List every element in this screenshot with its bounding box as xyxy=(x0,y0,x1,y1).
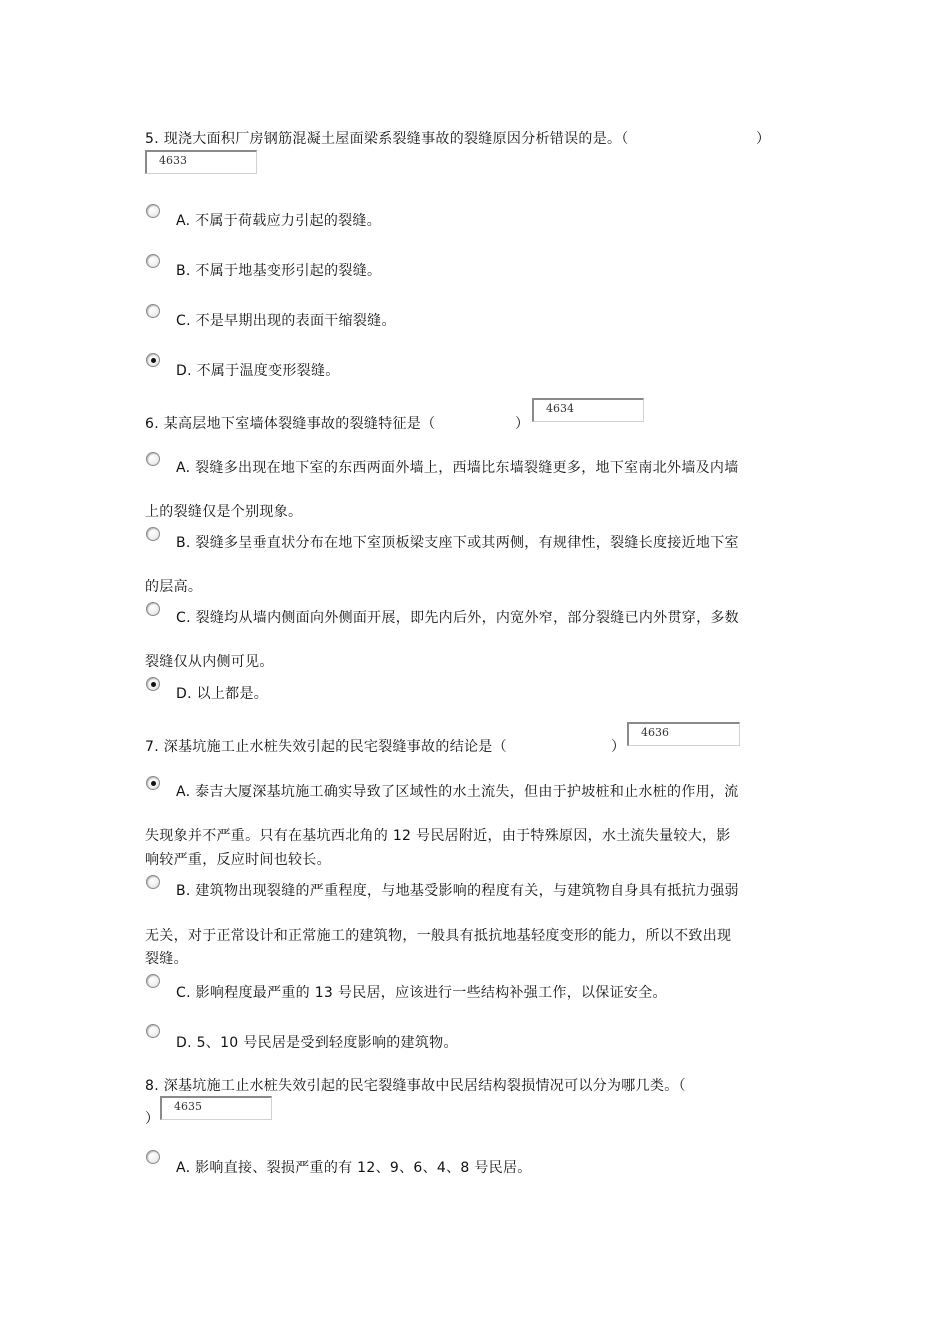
question-8-paren-close: ） xyxy=(145,1111,160,1127)
question-5-option-d-label: D. 不属于温度变形裂缝。 xyxy=(176,363,340,379)
question-7-option-b-line3: 裂缝。 xyxy=(145,951,188,967)
question-7-option-a-line2: 失现象并不严重。只有在基坑西北角的 12 号民居附近，由于特殊原因，水土流失量较大，影 xyxy=(145,828,731,844)
question-6-option-c-line2: 裂缝仅从内侧可见。 xyxy=(145,654,274,670)
question-6-paren-close: ） xyxy=(515,416,530,432)
question-7-prompt: 7. 深基坑施工止水桩失效引起的民宅裂缝事故的结论是（ xyxy=(145,739,507,755)
question-5-option-c-label: C. 不是早期出现的表面干缩裂缝。 xyxy=(176,313,396,329)
question-6-option-c-line1: C. 裂缝均从墙内侧面向外侧面开展，即先内后外，内宽外窄，部分裂缝已内外贯穿，多数 xyxy=(176,610,739,626)
question-7-option-b-line1: B. 建筑物出现裂缝的严重程度，与地基受影响的程度有关，与建筑物自身具有抵抗力强弱 xyxy=(176,883,739,899)
question-5-prompt: 5. 现浇大面积厂房钢筋混凝土屋面梁系裂缝事故的裂缝原因分析错误的是。（ xyxy=(145,131,629,147)
question-5-option-a-label: A. 不属于荷载应力引起的裂缝。 xyxy=(176,213,382,229)
question-7-option-b-radio[interactable] xyxy=(146,875,160,889)
question-5-option-a-radio[interactable] xyxy=(146,204,160,218)
question-6-option-b-radio[interactable] xyxy=(146,527,160,541)
question-8-option-a-radio[interactable] xyxy=(146,1150,160,1164)
question-7-option-b-line2: 无关，对于正常设计和正常施工的建筑物，一般具有抵抗地基轻度变形的能力，所以不致出现 xyxy=(145,928,732,944)
question-5-option-b-radio[interactable] xyxy=(146,254,160,268)
question-6-prompt: 6. 某高层地下室墙体裂缝事故的裂缝特征是（ xyxy=(145,416,436,432)
question-6-option-a-radio[interactable] xyxy=(146,452,160,466)
question-7-option-a-line3: 响较严重，反应时间也较长。 xyxy=(145,852,331,868)
question-6-option-a-line2: 上的裂缝仅是个别现象。 xyxy=(145,504,303,520)
question-5-option-c-radio[interactable] xyxy=(146,304,160,318)
question-7-option-d-label: D. 5、10 号民居是受到轻度影响的建筑物。 xyxy=(176,1035,458,1051)
question-8-option-a-label: A. 影响直接、裂损严重的有 12、9、6、4、8 号民居。 xyxy=(176,1160,532,1176)
question-6-code-field[interactable]: 4634 xyxy=(532,398,644,422)
question-5-option-d-radio[interactable] xyxy=(146,353,160,367)
question-7-option-c-label: C. 影响程度最严重的 13 号民居，应该进行一些结构补强工作，以保证安全。 xyxy=(176,985,667,1001)
question-6-option-d-radio[interactable] xyxy=(146,677,160,691)
question-5-option-b-label: B. 不属于地基变形引起的裂缝。 xyxy=(176,263,382,279)
question-7-option-d-radio[interactable] xyxy=(146,1024,160,1038)
question-7-paren-close: ） xyxy=(611,739,626,755)
question-5-paren-close: ） xyxy=(756,131,771,147)
question-7-option-a-line1: A. 泰吉大厦深基坑施工确实导致了区域性的水土流失，但由于护坡桩和止水桩的作用，流 xyxy=(176,784,739,800)
question-6-option-b-line2: 的层高。 xyxy=(145,579,203,595)
question-8-code-field[interactable]: 4635 xyxy=(160,1096,272,1120)
question-7-code-field[interactable]: 4636 xyxy=(627,722,740,746)
question-6-option-c-radio[interactable] xyxy=(146,602,160,616)
question-7-option-c-radio[interactable] xyxy=(146,974,160,988)
question-6-option-a-line1: A. 裂缝多出现在地下室的东西两面外墙上，西墙比东墙裂缝更多，地下室南北外墙及内墙 xyxy=(176,460,739,476)
question-6-option-d-label: D. 以上都是。 xyxy=(176,686,269,702)
question-8-prompt: 8. 深基坑施工止水桩失效引起的民宅裂缝事故中民居结构裂损情况可以分为哪几类。（ xyxy=(145,1078,686,1094)
question-6-option-b-line1: B. 裂缝多呈垂直状分布在地下室顶板梁支座下或其两侧，有规律性，裂缝长度接近地下室 xyxy=(176,535,739,551)
question-7-option-a-radio[interactable] xyxy=(146,776,160,790)
question-5-code-field[interactable]: 4633 xyxy=(145,150,257,174)
